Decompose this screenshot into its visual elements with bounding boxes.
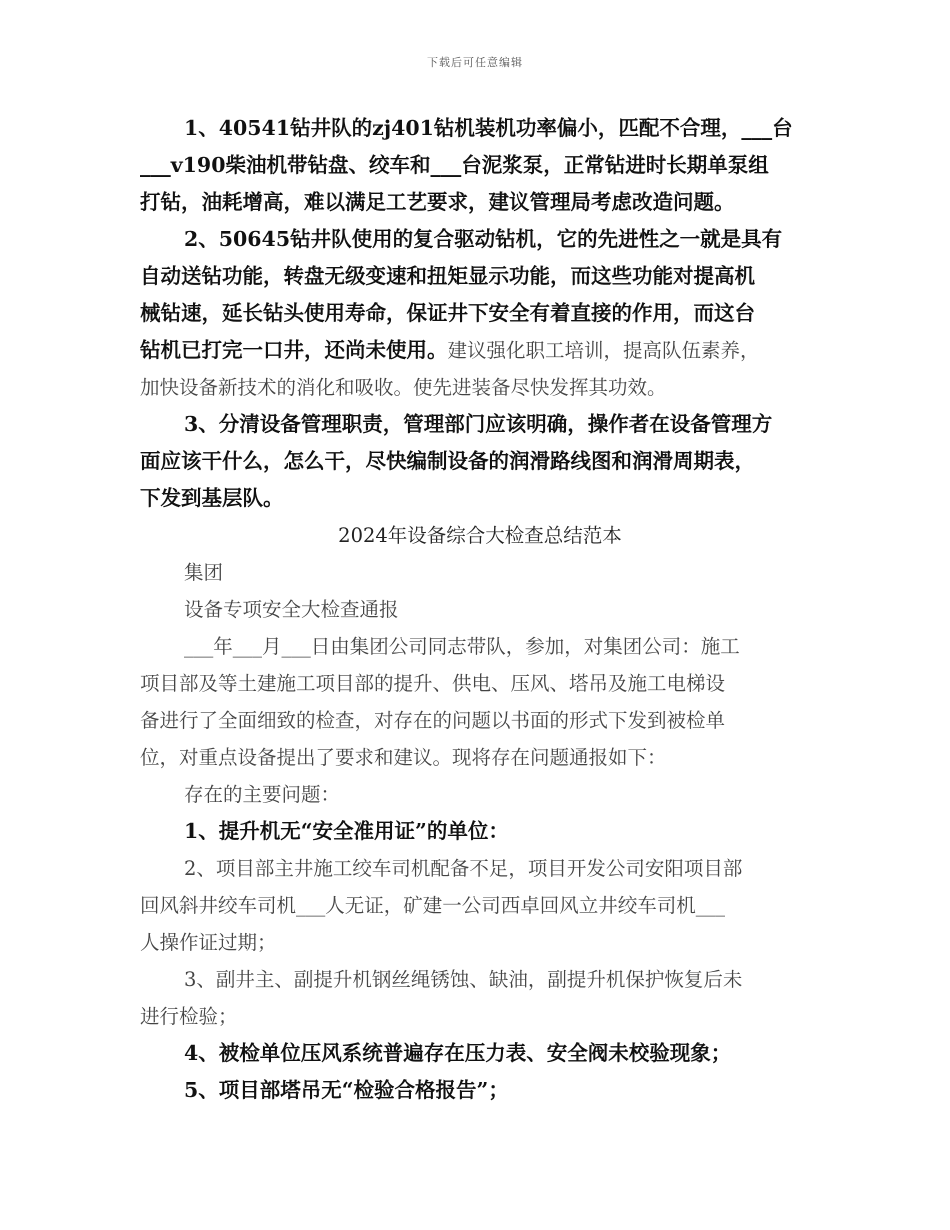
paragraph-line: 2、项目部主井施工绞车司机配备不足，项目开发公司安阳项目部 xyxy=(184,857,743,880)
paragraph-line: 进行检验； xyxy=(140,1005,238,1028)
paragraph-line: 集团 xyxy=(184,561,224,584)
paragraph-line: 备进行了全面细致的检查，对存在的问题以书面的形式下发到被检单 xyxy=(140,709,726,732)
paragraph-line: ___v190柴油机带钻盘、绞车和___台泥浆泵，正常钻进时长期单泵组 xyxy=(140,153,769,177)
paragraph-line: 人操作证过期； xyxy=(140,931,277,954)
paragraph-text-bold: 钻机已打完一口井，还尚未使用。 xyxy=(140,338,448,362)
paragraph-line: 位，对重点设备提出了要求和建议。现将存在问题通报如下： xyxy=(140,746,667,769)
paragraph-line: 4、被检单位压风系统普遍存在压力表、安全阀未校验现象； xyxy=(184,1041,732,1065)
document-body xyxy=(140,110,820,1109)
paragraph-line: 回风斜井绞车司机___人无证，矿建一公司西卓回风立井绞车司机___ xyxy=(140,894,726,917)
paragraph-line: 2、50645钻井队使用的复合驱动钻机，它的先进性之一就是具有 xyxy=(184,227,783,251)
document-title: 2024年设备综合大检查总结范本 xyxy=(338,524,622,547)
paragraph-line: 下发到基层队。 xyxy=(140,486,284,510)
paragraph-text-light: 建议强化职工培训，提高队伍素养， xyxy=(447,339,760,362)
paragraph-line-mixed xyxy=(140,332,820,369)
paragraph-line: 1、40541钻井队的zj401钻机装机功率偏小，匹配不合理，___台 xyxy=(184,116,793,140)
paragraph-line: 3、分清设备管理职责，管理部门应该明确，操作者在设备管理方 xyxy=(184,412,773,436)
paragraph-line: 项目部及等土建施工项目部的提升、供电、压风、塔吊及施工电梯设 xyxy=(140,672,726,695)
paragraph-line: 存在的主要问题： xyxy=(184,783,341,806)
paragraph-line: 1、提升机无“安全准用证”的单位： xyxy=(184,819,509,843)
paragraph-line: 3、副井主、副提升机钢丝绳锈蚀、缺油，副提升机保护恢复后未 xyxy=(184,968,743,991)
page-header: 下载后可任意编辑 xyxy=(427,56,523,69)
paragraph-line: 加快设备新技术的消化和吸收。使先进装备尽快发挥其功效。 xyxy=(140,376,667,399)
paragraph-line: 械钻速，延长钻头使用寿命，保证井下安全有着直接的作用，而这台 xyxy=(140,301,755,325)
paragraph-line: 打钻，油耗增高，难以满足工艺要求，建议管理局考虑改造问题。 xyxy=(140,190,735,214)
paragraph-line: 5、项目部塔吊无“检验合格报告”； xyxy=(184,1078,509,1102)
paragraph-line: 设备专项安全大检查通报 xyxy=(184,598,399,621)
paragraph-line: 面应该干什么，怎么干，尽快编制设备的润滑路线图和润滑周期表， xyxy=(140,449,755,473)
paragraph-line: ___年___月___日由集团公司同志带队，参加，对集团公司：施工 xyxy=(184,635,740,658)
paragraph-line: 自动送钻功能，转盘无级变速和扭矩显示功能，而这些功能对提高机 xyxy=(140,264,755,288)
